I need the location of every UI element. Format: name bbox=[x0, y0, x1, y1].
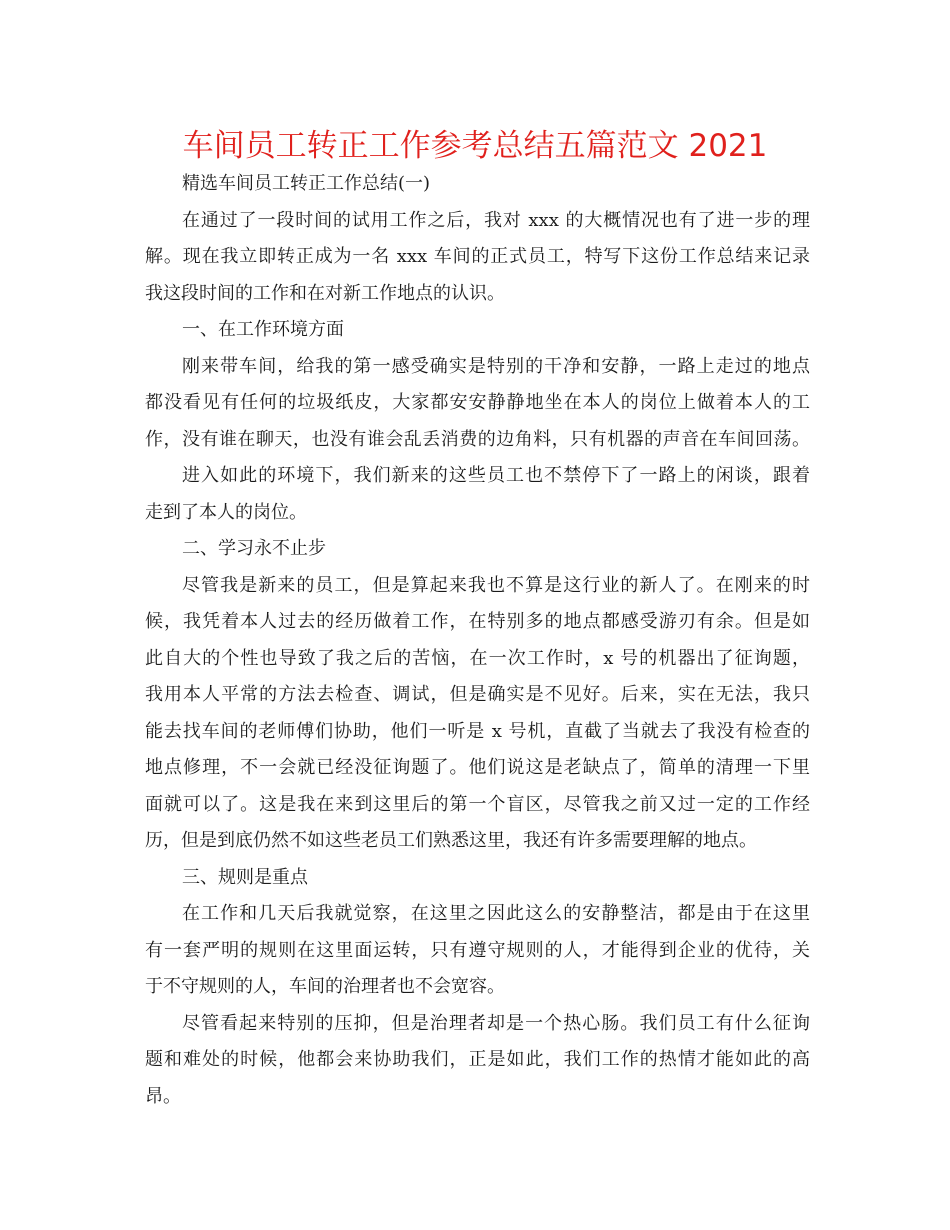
text-line: 进入如此的环境下，我们新来的这些员工也不禁停下了一路上的闲谈，跟着 bbox=[182, 465, 810, 486]
text-line: 在工作和几天后我就觉察，在这里之因此这么的安静整洁，都是由于在这里 bbox=[182, 903, 810, 924]
text-line: 面就可以了。这是我在来到这里后的第一个盲区，尽管我之前又过一定的工作经 bbox=[145, 793, 810, 815]
text-line: 历，但是到底仍然不如这些老员工们熟悉这里，我还有许多需要理解的地点。 bbox=[145, 830, 757, 851]
text-line: 此自大的个性也导致了我之后的苦恼，在一次工作时，x 号的机器出了征询题， bbox=[145, 647, 810, 669]
text-line: 题和难处的时候，他都会来协助我们，正是如此，我们工作的热情才能如此的高 bbox=[145, 1049, 810, 1070]
text-line: 我用本人平常的方法去检查、调试，但是确实是不见好。后来，实在无法，我只 bbox=[145, 684, 810, 705]
document-title: 车间员工转正工作参考总结五篇范文 2021 bbox=[182, 128, 768, 164]
text-line: 能去找车间的老师傅们协助，他们一听是 x 号机，直截了当就去了我没有检查的 bbox=[145, 720, 810, 742]
text-line: 在通过了一段时间的试用工作之后，我对 xxx 的大概情况也有了进一步的理 bbox=[182, 209, 810, 231]
text-line: 二、学习永不止步 bbox=[182, 538, 326, 559]
text-line: 地点修理，不一会就已经没征询题了。他们说这是老缺点了，简单的清理一下里 bbox=[145, 757, 810, 778]
text-line: 刚来带车间，给我的第一感受确实是特别的干净和安静，一路上走过的地点 bbox=[182, 355, 810, 377]
text-line: 解。现在我立即转正成为一名 xxx 车间的正式员工，特写下这份工作总结来记录 bbox=[145, 246, 810, 267]
text-line: 有一套严明的规则在这里面运转，只有遵守规则的人，才能得到企业的优待，关 bbox=[145, 939, 810, 961]
text-line: 尽管看起来特别的压抑，但是治理者却是一个热心肠。我们员工有什么征询 bbox=[182, 1012, 810, 1034]
text-line: 昂。 bbox=[145, 1085, 181, 1107]
text-line: 作，没有谁在聊天，也没有谁会乱丢消费的边角料，只有机器的声音在车间回荡。 bbox=[145, 428, 810, 450]
text-line: 精选车间员工转正工作总结(一) bbox=[182, 173, 431, 194]
text-line: 三、规则是重点 bbox=[182, 866, 308, 888]
text-line: 走到了本人的岗位。 bbox=[145, 501, 307, 523]
text-line: 一、在工作环境方面 bbox=[182, 319, 344, 340]
text-line: 于不守规则的人，车间的治理者也不会宽容。 bbox=[145, 976, 505, 997]
document-body bbox=[145, 166, 810, 1115]
text-line: 我这段时间的工作和在对新工作地点的认识。 bbox=[145, 282, 505, 304]
text-line: 都没看见有任何的垃圾纸皮，大家都安安静静地坐在本人的岗位上做着本人的工 bbox=[145, 392, 810, 413]
text-line: 候，我凭着本人过去的经历做着工作，在特别多的地点都感受游刃有余。但是如 bbox=[145, 611, 810, 632]
text-line: 尽管我是新来的员工，但是算起来我也不算是这行业的新人了。在刚来的时 bbox=[182, 574, 810, 596]
